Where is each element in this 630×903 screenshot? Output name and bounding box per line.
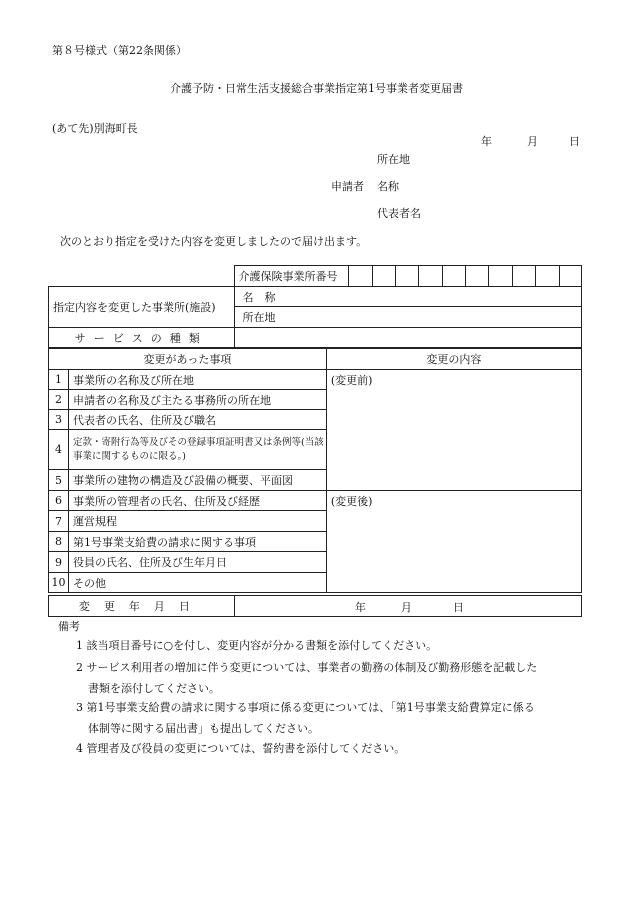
facility-name-label: 名 称 (242, 290, 276, 304)
insurance-no-digit[interactable] (419, 266, 442, 287)
insurance-no-digit[interactable] (442, 266, 465, 287)
notes-heading: 備考 (58, 620, 80, 633)
change-date-value[interactable] (234, 596, 581, 617)
item-text: 代表者の氏名、住所及び職名 (68, 410, 326, 430)
insurance-no-label: 介護保険事業所番号 (234, 266, 349, 287)
insurance-no-digit[interactable] (466, 266, 489, 287)
item-number: 6 (49, 491, 69, 511)
insurance-no-digit[interactable] (372, 266, 395, 287)
service-type-label: サービスの種類 (49, 328, 235, 348)
item-number: 7 (49, 511, 69, 532)
after-content-cell[interactable] (326, 491, 581, 593)
service-type-value[interactable] (234, 328, 582, 348)
date-year-label: 年 (481, 135, 492, 148)
insurance-no-digit[interactable] (395, 266, 418, 287)
item-text: 第1号事業支給費の請求に関する事項 (68, 532, 326, 552)
note-item: 3 第1号事業支給費の請求に関する事項に係る変更については、「第1号事業支給費算定に係る (76, 701, 535, 714)
change-date-month: 月 (400, 601, 412, 614)
item-text: 定款・寄附行為等及びその登録事項証明書又は条例等(当該事業に関するものに限る。) (68, 430, 326, 470)
applicant-rep-label: 代表者名 (377, 207, 421, 220)
date-month-label: 月 (527, 135, 538, 148)
facility-label: 指定内容を変更した事業所(施設) (49, 287, 235, 328)
items-header: 変更があった事項 (49, 349, 327, 370)
facility-location-row[interactable] (234, 307, 582, 328)
item-number: 3 (49, 410, 69, 430)
item-number: 2 (49, 390, 69, 410)
change-table (48, 348, 582, 593)
intro-text: 次のとおり指定を受けた内容を変更しましたので届け出ます。 (60, 235, 368, 248)
addressee: (あて先)別海町長 (52, 122, 138, 135)
item-text: 事業所の管理者の氏名、住所及び経歴 (68, 491, 326, 511)
item-number: 5 (49, 470, 69, 491)
item-number: 8 (49, 532, 69, 552)
facility-table (48, 265, 582, 348)
note-item: 2 サービス利用者の増加に伴う変更については、事業者の勤務の体制及び勤務形態を記載した (76, 661, 538, 674)
facility-location-label: 所在地 (242, 311, 276, 324)
change-date-table (48, 595, 582, 617)
item-text: 申請者の名称及び主たる事務所の所在地 (68, 390, 326, 410)
before-content-cell[interactable] (326, 370, 581, 491)
insurance-no-digit[interactable] (512, 266, 535, 287)
content-header: 変更の内容 (326, 349, 581, 370)
note-item: 体制等に関する届出書」も提出してください。 (88, 722, 319, 735)
before-label: (変更前) (330, 374, 373, 387)
item-number: 10 (49, 573, 69, 593)
date-day-label: 日 (569, 135, 580, 148)
form-number: 第８号様式（第22条関係） (52, 44, 187, 57)
item-number: 9 (49, 552, 69, 573)
note-item: 4 管理者及び役員の変更については、誓約書を添付してください。 (76, 742, 406, 755)
insurance-no-digit[interactable] (489, 266, 512, 287)
insurance-no-digit[interactable] (349, 266, 372, 287)
item-number: 4 (49, 430, 69, 470)
item-number: 1 (49, 370, 69, 390)
change-date-label: 変更年月日 (49, 596, 235, 617)
item-text: 運営規程 (68, 511, 326, 532)
insurance-no-digit[interactable] (536, 266, 559, 287)
item-text: 事業所の建物の構造及び設備の概要、平面図 (68, 470, 326, 491)
facility-name-row[interactable] (234, 287, 582, 307)
document-title: 介護予防・日常生活支援総合事業指定第1号事業者変更届書 (170, 82, 463, 95)
after-label: (変更後) (330, 495, 373, 508)
change-date-year: 年 (354, 601, 366, 614)
applicant-location-label: 所在地 (377, 153, 410, 166)
applicant-name-label: 名称 (377, 180, 399, 193)
change-date-day: 日 (452, 601, 464, 614)
item-text: その他 (68, 573, 326, 593)
insurance-no-digit[interactable] (559, 266, 581, 287)
item-text: 事業所の名称及び所在地 (68, 370, 326, 390)
item-text: 役員の氏名、住所及び生年月日 (68, 552, 326, 573)
note-item: 書類を添付してください。 (88, 682, 220, 695)
applicant-label: 申請者 (331, 180, 364, 193)
note-item: 1 該当項目番号に○を付し、変更内容が分かる書類を添付してください。 (76, 639, 438, 652)
